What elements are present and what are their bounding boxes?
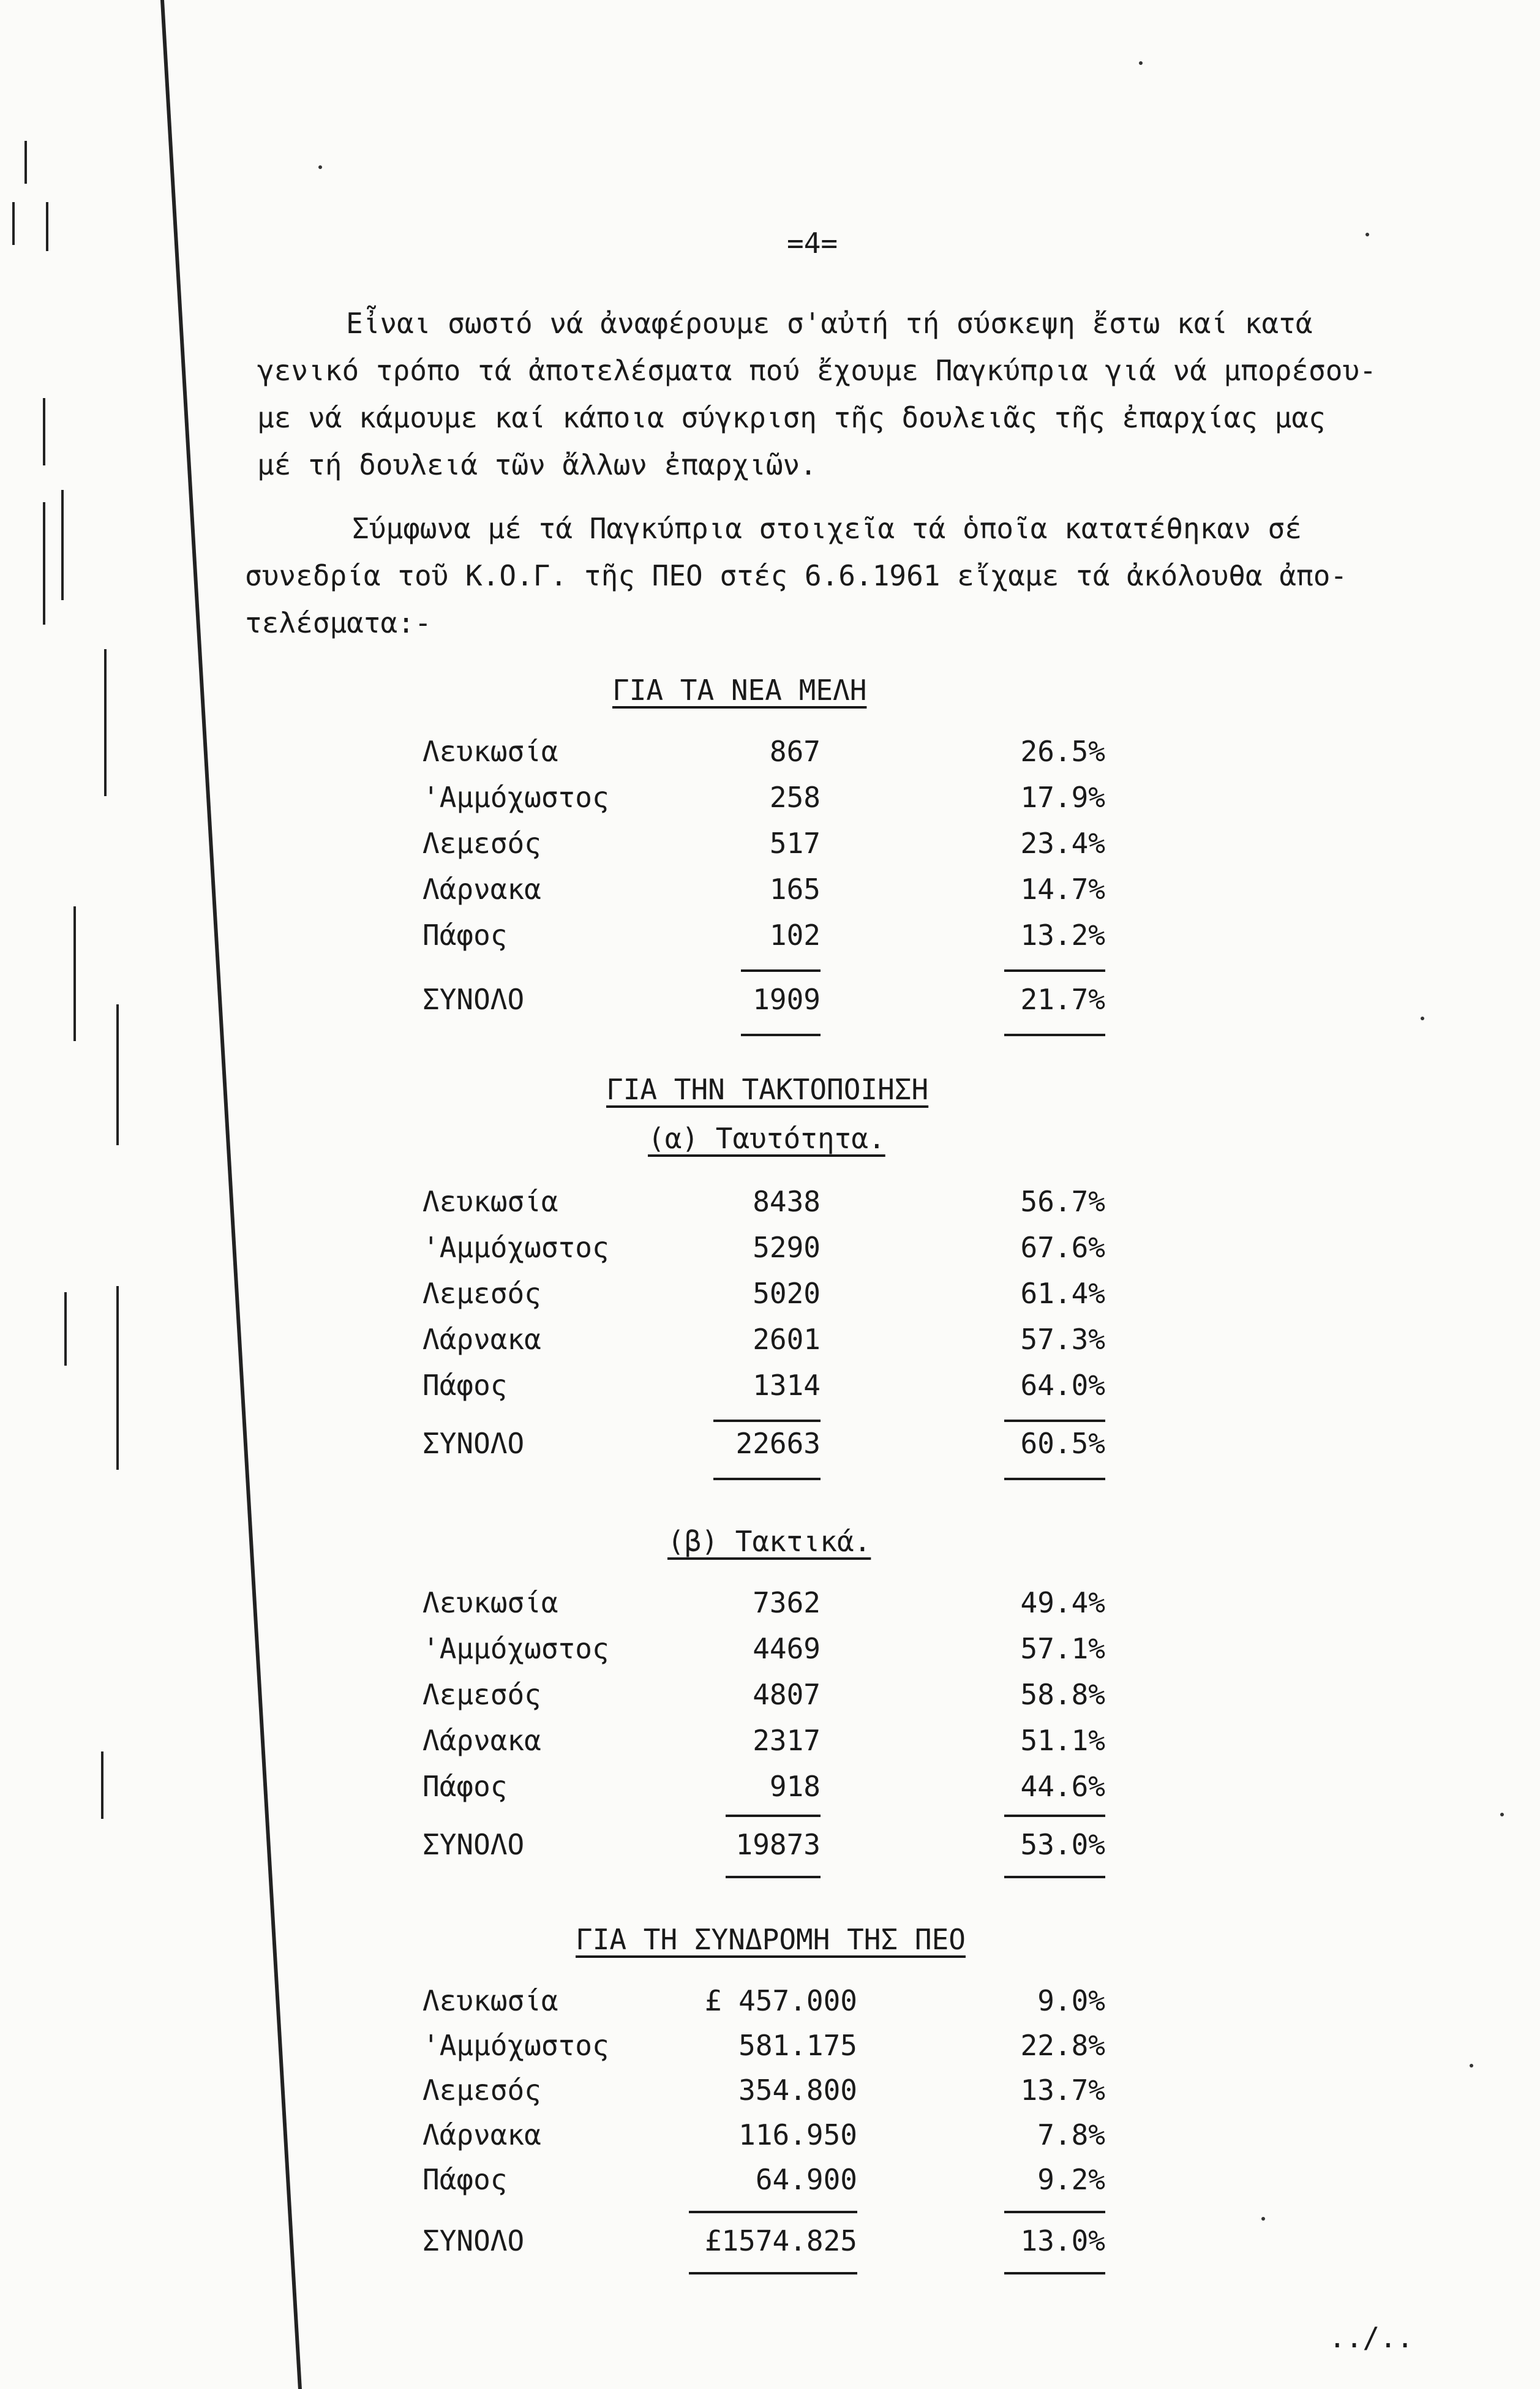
percent-value: 26.5% [1020,735,1105,768]
intro-paragraph-1 [257,300,1377,489]
percent-value: 13.2% [1020,919,1105,952]
section-title-regularization: ΓΙΑ ΤΗΝ ΤΑΚΤΟΠΟΙΗΣΗ [606,1073,929,1106]
district-name: Πάφος [423,2163,508,2196]
total-count: 22663 [735,1427,821,1460]
text-line: με νά κάμουμε καί κάποια σύγκριση τῆς δουλειᾶς τῆς ἐπαρχίας μας [257,401,1326,434]
subsection-title-identity: (α) Ταυτότητα. [648,1122,885,1155]
subtotal-rule [1004,1815,1105,1817]
percent-value: 58.8% [1020,1678,1105,1711]
total-rule [689,2272,857,2274]
table-row [0,735,1540,778]
table-row [0,1632,1540,1675]
table-row [0,2074,1540,2116]
speck [1365,233,1369,236]
total-row [0,1427,1540,1470]
district-name: 'Αμμόχωστος [423,781,609,814]
subtotal-rule [1004,969,1105,972]
percent-value: 14.7% [1020,873,1105,906]
subtotal-rule [713,1420,821,1422]
table-row [0,2163,1540,2206]
district-name: Πάφος [423,1770,508,1803]
text-line: Σύμφωνα μέ τά Παγκύπρια στοιχεῖα τά ὁποῖα κατατέθηκαν σέ [352,512,1302,545]
margin-mark [24,141,27,184]
district-name: Λάρνακα [423,1724,541,1757]
district-name: Λεμεσός [423,2074,541,2107]
count-value: 102 [769,919,821,952]
percent-value: 22.8% [1020,2029,1105,2062]
section-title-new-members: ΓΙΑ ΤΑ ΝΕΑ ΜΕΛΗ [612,674,867,707]
percent-value: 57.3% [1020,1323,1105,1356]
table-row [0,1984,1540,2027]
text-line: τελέσματα:- [245,606,432,639]
page-number: =4= [787,227,838,260]
subtotal-rule [689,2211,857,2213]
total-percent: 21.7% [1020,983,1105,1016]
total-count: 1909 [753,983,821,1016]
count-value: 918 [769,1770,821,1803]
district-name: Λευκωσία [423,1984,558,2017]
table-row [0,827,1540,870]
total-rule [1004,1876,1105,1878]
percent-value: 9.2% [1037,2163,1105,2196]
table-row [0,1724,1540,1767]
percent-value: 67.6% [1020,1231,1105,1264]
count-value: 4469 [753,1632,821,1665]
intro-paragraph-2 [245,505,1347,647]
percent-value: 23.4% [1020,827,1105,860]
total-row [0,983,1540,1026]
total-label: ΣΥΝΟΛΟ [423,1828,525,1861]
district-name: 'Αμμόχωστος [423,2029,609,2062]
subsection-title-regular: (β) Τακτικά. [667,1525,871,1558]
amount-value: 354.800 [738,2074,857,2107]
district-name: Λευκωσία [423,735,558,768]
count-value: 867 [769,735,821,768]
subtotal-rule [1004,1420,1105,1422]
count-value: 7362 [753,1586,821,1619]
text-line: συνεδρία τοῦ Κ.Ο.Γ. τῆς ΠΕΟ στές 6.6.1961 εἴχαμε τά ἀκόλουθα ἀπο- [245,559,1348,592]
speck [1261,2217,1265,2221]
total-label: ΣΥΝΟΛΟ [423,1427,525,1460]
district-name: Πάφος [423,919,508,952]
table-row [0,781,1540,824]
speck [1139,61,1143,65]
district-name: Λεμεσός [423,1678,541,1711]
margin-mark [43,398,45,465]
total-row [0,1828,1540,1871]
district-name: Λευκωσία [423,1185,558,1218]
total-label: ΣΥΝΟΛΟ [423,2224,525,2257]
table-row [0,1770,1540,1813]
district-name: Λάρνακα [423,1323,541,1356]
percent-value: 44.6% [1020,1770,1105,1803]
district-name: Λάρνακα [423,2118,541,2151]
table-row [0,2118,1540,2161]
count-value: 1314 [753,1369,821,1402]
subtotal-rule [726,1815,821,1817]
table-row [0,873,1540,916]
subtotal-rule [741,969,821,972]
table-row [0,919,1540,961]
count-value: 5020 [753,1277,821,1310]
count-value: 8438 [753,1185,821,1218]
district-name: Πάφος [423,1369,508,1402]
speck [1500,1813,1504,1816]
count-value: 165 [769,873,821,906]
count-value: 517 [769,827,821,860]
margin-mark [46,202,48,251]
total-label: ΣΥΝΟΛΟ [423,983,525,1016]
total-rule [726,1876,821,1878]
total-percent: 53.0% [1020,1828,1105,1861]
table-row [0,1678,1540,1721]
district-name: 'Αμμόχωστος [423,1231,609,1264]
table-row [0,1277,1540,1320]
count-value: 5290 [753,1231,821,1264]
amount-value: 64.900 [755,2163,857,2196]
percent-value: 49.4% [1020,1586,1105,1619]
margin-mark [61,490,64,600]
amount-value: 116.950 [738,2118,857,2151]
total-rule [713,1478,821,1480]
continuation-marker: ../.. [1329,2321,1414,2354]
percent-value: 56.7% [1020,1185,1105,1218]
total-rule [741,1034,821,1036]
count-value: 4807 [753,1678,821,1711]
total-percent: 60.5% [1020,1427,1105,1460]
total-rule [1004,1034,1105,1036]
total-row [0,2224,1540,2267]
percent-value: 7.8% [1037,2118,1105,2151]
text-line: γενικό τρόπο τά ἀποτελέσματα πού ἔχουμε Παγκύπρια γιά νά μπορέσου- [257,354,1377,387]
table-row [0,2029,1540,2072]
percent-value: 64.0% [1020,1369,1105,1402]
total-amount: £1574.825 [704,2224,857,2257]
table-row [0,1231,1540,1274]
percent-value: 17.9% [1020,781,1105,814]
table-row [0,1369,1540,1412]
percent-value: 57.1% [1020,1632,1105,1665]
total-count: 19873 [735,1828,821,1861]
total-rule [1004,1478,1105,1480]
section-title-subscription: ΓΙΑ ΤΗ ΣΥΝΔΡΟΜΗ ΤΗΣ ΠΕΟ [576,1923,966,1956]
percent-value: 51.1% [1020,1724,1105,1757]
district-name: Λάρνακα [423,873,541,906]
subtotal-rule [1004,2211,1105,2213]
amount-value: 581.175 [738,2029,857,2062]
table-row [0,1586,1540,1629]
percent-value: 9.0% [1037,1984,1105,2017]
text-line: Εἶναι σωστό νά ἀναφέρουμε σ'αὐτή τή σύσκεψη ἔστω καί κατά [346,307,1313,340]
percent-value: 13.7% [1020,2074,1105,2107]
speck [318,165,322,169]
table-row [0,1323,1540,1366]
amount-value: £ 457.000 [704,1984,857,2017]
district-name: Λεμεσός [423,1277,541,1310]
district-name: Λευκωσία [423,1586,558,1619]
count-value: 2601 [753,1323,821,1356]
total-rule [1004,2272,1105,2274]
district-name: Λεμεσός [423,827,541,860]
count-value: 2317 [753,1724,821,1757]
percent-value: 61.4% [1020,1277,1105,1310]
margin-mark [43,502,45,625]
count-value: 258 [769,781,821,814]
district-name: 'Αμμόχωστος [423,1632,609,1665]
total-percent: 13.0% [1020,2224,1105,2257]
text-line: μέ τή δουλειά τῶν ἄλλων ἐπαρχιῶν. [257,448,817,481]
table-row [0,1185,1540,1228]
margin-mark [12,202,15,245]
